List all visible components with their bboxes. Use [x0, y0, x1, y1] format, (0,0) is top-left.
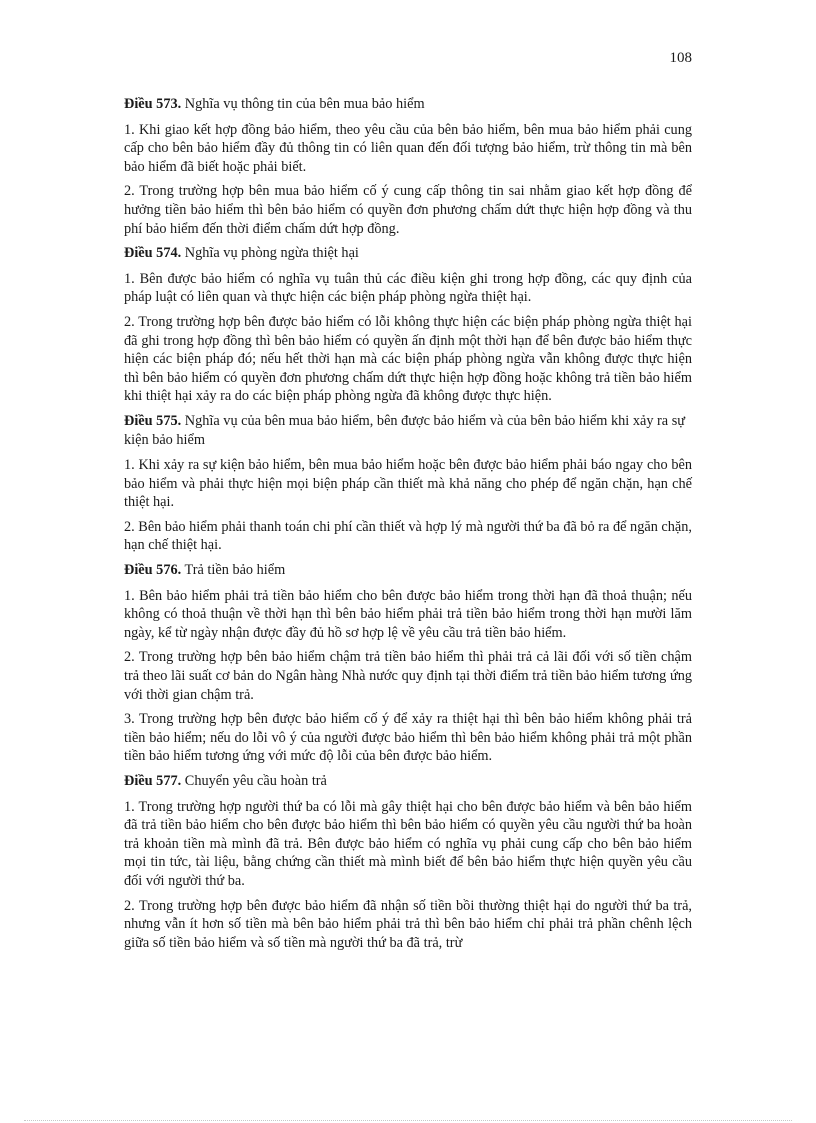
- clause: 2. Trong trường hợp bên mua bảo hiểm cố ý cung cấp thông tin sai nhằm giao kết hợp đồng để hưởng tiền bảo hiểm thì bên bảo hiểm có quyền đơn phương chấm dứt thực hiện hợp đồng và thu phí bảo hiểm đến thời điểm chấm dứt hợp đồng.: [124, 183, 692, 237]
- clause: 1. Bên bảo hiểm phải trả tiền bảo hiểm cho bên được bảo hiểm trong thời hạn đã thoả thuận; nếu không có thoả thuận về thời hạn thì bên bảo hiểm phải trả tiền bảo hiểm trong thời hạn mười lăm ngày, kể từ ngày nhận được đầy đủ hồ sơ hợp lệ về yêu cầu trả tiền bảo hiểm.: [124, 587, 692, 641]
- clause: 1. Khi xảy ra sự kiện bảo hiểm, bên mua bảo hiểm hoặc bên được bảo hiểm phải báo ngay cho bên bảo hiểm và phải thực hiện mọi biện pháp cần thiết mà khả năng cho phép để ngăn chặn, hạn chế thiệt hại.: [124, 457, 692, 511]
- clause: 2. Trong trường hợp bên được bảo hiểm có lỗi không thực hiện các biện pháp phòng ngừa thiệt hại đã ghi trong hợp đồng thì bên bảo hiểm có quyền ấn định một thời hạn để bên được bảo hiểm thực hiện các biện pháp đó; nếu hết thời hạn mà các biện pháp phòng ngừa vẫn không được thực hiện thì bên bảo hiểm có quyền đơn phương chấm dứt thực hiện hợp đồng hoặc không trả tiền bảo hiểm khi thiệt hại xảy ra do các biện pháp phòng ngừa đã không được thực hiện.: [124, 313, 692, 405]
- article-number: Điều 574.: [124, 245, 182, 262]
- article-575: [124, 412, 692, 555]
- article-heading: [124, 412, 692, 449]
- article-574: [124, 244, 692, 406]
- article-heading: [124, 244, 692, 263]
- article-576: [124, 561, 692, 766]
- article-577: [124, 772, 692, 952]
- page-number: 108: [669, 50, 692, 66]
- clause: 3. Trong trường hợp bên được bảo hiểm cố ý để xảy ra thiệt hại thì bên bảo hiểm không phải trả tiền bảo hiểm; nếu do lỗi vô ý của người được bảo hiểm thì bên bảo hiểm không phải trả một phần tiền bảo hiểm tương ứng với mức độ lỗi của bên được bảo hiểm.: [124, 711, 692, 765]
- article-573: [124, 95, 692, 238]
- clause: 1. Bên được bảo hiểm có nghĩa vụ tuân thủ các điều kiện ghi trong hợp đồng, các quy định của pháp luật có liên quan và thực hiện các biện pháp phòng ngừa thiệt hại.: [124, 270, 692, 306]
- article-heading: [124, 561, 692, 580]
- article-title-text: Chuyển yêu cầu hoàn trả: [181, 773, 327, 789]
- clause: 2. Bên bảo hiểm phải thanh toán chi phí cần thiết và hợp lý mà người thứ ba đã bỏ ra để ngăn chặn, hạn chế thiệt hại.: [124, 518, 692, 554]
- article-number: Điều 576.: [124, 562, 182, 579]
- article-number: Điều 577.: [124, 773, 182, 789]
- article-number: Điều 573.: [124, 96, 182, 112]
- clause: 2. Trong trường hợp bên bảo hiểm chậm trả tiền bảo hiểm thì phải trả cả lãi đối với số tiền chậm trả theo lãi suất cơ bản do Ngân hàng Nhà nước quy định tại thời điểm trả tiền bảo hiểm tương ứng với thời gian chậm trả.: [124, 649, 692, 703]
- clause: 1. Khi giao kết hợp đồng bảo hiểm, theo yêu cầu của bên bảo hiểm, bên mua bảo hiểm phải cung cấp cho bên bảo hiểm đầy đủ thông tin có liên quan đến đối tượng bảo hiểm, trừ thông tin mà bên bảo hiểm đã biết hoặc phải biết.: [124, 121, 692, 175]
- article-heading: [124, 772, 692, 791]
- article-title-text: Nghĩa vụ thông tin của bên mua bảo hiểm: [181, 96, 425, 112]
- article-title-text: Nghĩa vụ phòng ngừa thiệt hại: [181, 245, 359, 262]
- document-body: [124, 95, 692, 958]
- article-title-text: Nghĩa vụ của bên mua bảo hiểm, bên được bảo hiểm và của bên bảo hiểm khi xảy ra sự kiện bảo hiểm: [124, 412, 686, 448]
- article-heading: [124, 95, 692, 114]
- clause: 2. Trong trường hợp bên được bảo hiểm đã nhận số tiền bồi thường thiệt hại do người thứ ba trả, nhưng vẫn ít hơn số tiền mà bên bảo hiểm phải trả thì bên bảo hiểm chỉ phải trả phần chênh lệch giữa số tiền bảo hiểm và số tiền mà người thứ ba đã trả, trừ: [124, 897, 692, 951]
- article-number: Điều 575.: [124, 412, 182, 429]
- article-title-text: Trả tiền bảo hiểm: [181, 562, 286, 579]
- page-bottom-border: [24, 1120, 792, 1121]
- clause: 1. Trong trường hợp người thứ ba có lỗi mà gây thiệt hại cho bên được bảo hiểm và bên bảo hiểm đã trả tiền bảo hiểm cho bên được bảo hiểm thì bên bảo hiểm có quyền yêu cầu người thứ ba hoàn trả khoản tiền mà mình đã trả. Bên được bảo hiểm có nghĩa vụ phải cung cấp cho bên bảo hiểm mọi tin tức, tài liệu, bằng chứng cần thiết mà mình biết để bên bảo hiểm thực hiện quyền yêu cầu đối với người thứ ba.: [124, 798, 692, 889]
